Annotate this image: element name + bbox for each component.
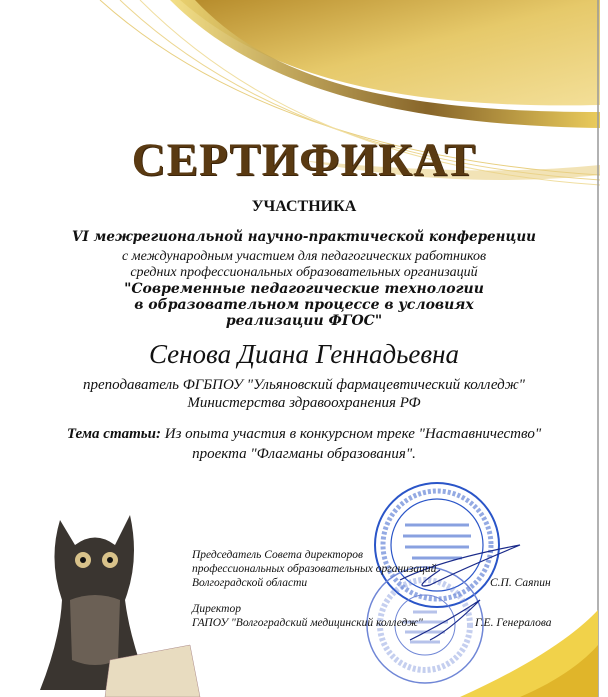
- conference-theme-line-3: реализации ФГОС": [225, 313, 383, 329]
- article-topic-text: Из опыта участия в конкурсном треке "Наставничество": [164, 426, 542, 442]
- conference-theme-line-2: в образовательном процессе в условиях: [134, 297, 474, 313]
- article-topic-line-1: [0, 426, 608, 443]
- recipient-name: Сенова Диана Геннадьевна: [148, 339, 460, 369]
- conference-line-1: VI межрегиональной научно-практической конференции: [72, 229, 536, 245]
- certificate-subtitle: УЧАСТНИКА: [251, 198, 357, 215]
- recipient-position-line-1: преподаватель ФГБПОУ "Ульяновский фармацевтический колледж": [83, 377, 525, 393]
- signature-2-role-line-1: Директор: [192, 603, 241, 615]
- recipient-position-line-2: Министерства здравоохранения РФ: [187, 395, 421, 411]
- signature-1-role-line-2: профессиональных образовательных организаций: [192, 563, 437, 575]
- conference-line-3: средних профессиональных образовательных организаций: [130, 265, 478, 280]
- signature-1-name: С.П. Саяпин: [490, 577, 551, 589]
- signature-1-role-line-1: Председатель Совета директоров: [192, 549, 363, 561]
- stamp-council: [375, 483, 499, 607]
- certificate-title: СЕРТИФИКАТ: [131, 134, 477, 186]
- signature-2-role-line-2: ГАПОУ "Волгоградский медицинский колледж": [192, 617, 423, 629]
- signature-2-name: Г.Е. Генералова: [475, 617, 552, 629]
- article-topic-line-2: проекта "Флагманы образования".: [192, 446, 416, 462]
- owl-illustration: [40, 515, 200, 697]
- conference-line-2: с международным участием для педагогических работников: [121, 249, 487, 264]
- article-topic-label: Тема статьи:: [66, 426, 161, 442]
- conference-theme-line-1: "Современные педагогические технологии: [124, 281, 484, 297]
- signature-1-role-line-3: Волгоградской области: [192, 577, 308, 589]
